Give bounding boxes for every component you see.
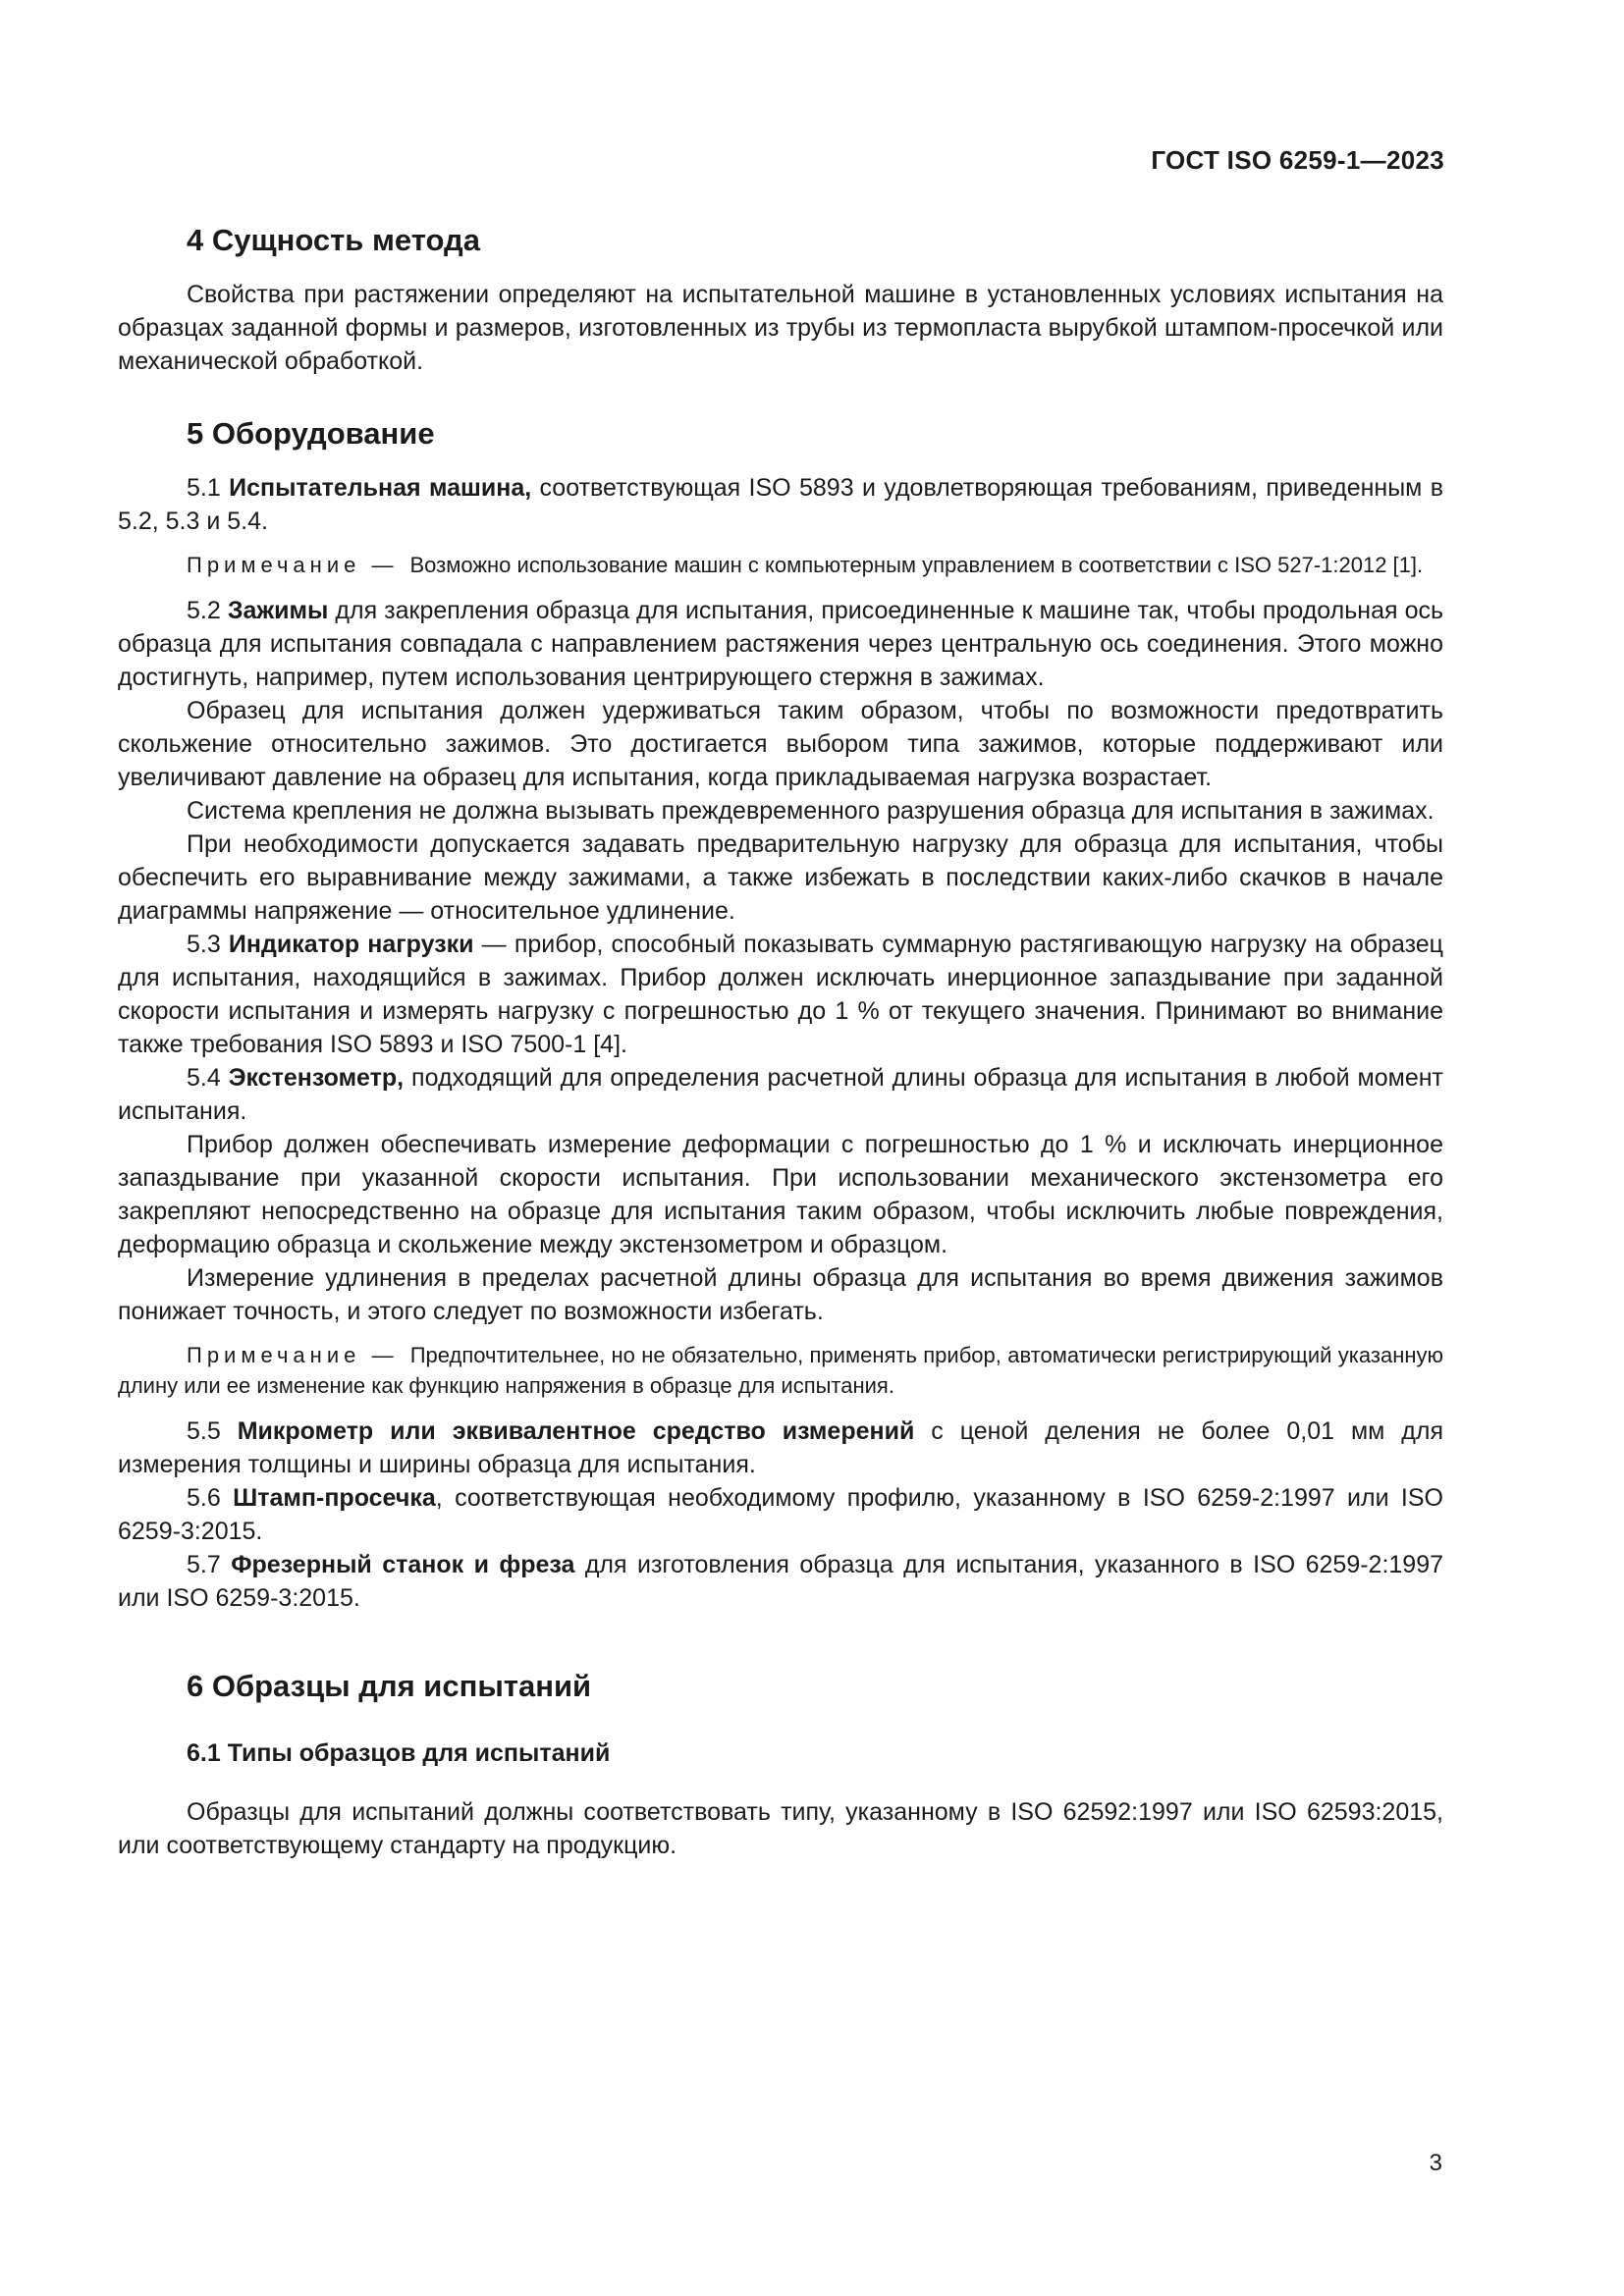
section-5 — [118, 415, 1443, 1615]
clause-5-4-paragraph-a: Прибор должен обеспечивать измерение деформации с погрешностью до 1 % и исключать инерционное запаздывание при указанной скорости испытания. При использовании механического экстензометра его закрепляют непосредственно на образце для испытания таким образом, чтобы исключить любые повреждения, деформацию образца и скольжение между экстензометром и образцом. — [118, 1131, 1443, 1259]
clause-term: Испытательная машина, — [229, 474, 532, 503]
subsection-6-1-title: 6.1 Типы образцов для испытаний — [187, 1738, 611, 1767]
note-label: Примечание — — [187, 1343, 399, 1368]
clause-term: Микрометр или эквивалентное средство измерений — [237, 1417, 915, 1446]
clause-text: подходящий для определения расчетной длины образца для испытания в любой момент испытания. — [118, 1064, 1443, 1126]
note-2 — [118, 1340, 1443, 1401]
document-code: ГОСТ ISO 6259-1—2023 — [1151, 145, 1444, 175]
clause-term: Индикатор нагрузки — [228, 931, 474, 959]
clause-number: 5.4 — [187, 1064, 229, 1093]
clause-text: для закрепления образца для испытания, присоединенные к машине так, чтобы продольная ось образца для испытания совпадала с направлением растяжения через центральную ось соединения. Этого можно достигнуть, например, путем использования центрирующего стержня в зажимах. — [118, 597, 1444, 692]
clause-number: 5.5 — [187, 1417, 238, 1446]
clause-term: Экстензометр, — [228, 1064, 405, 1093]
clause-5-4 — [118, 1061, 1443, 1128]
clause-5-2 — [118, 594, 1443, 694]
section-4-title: 4 Сущность метода — [187, 223, 480, 257]
clause-text: с ценой деления не более 0,01 мм для измерения толщины и ширины образца для испытания. — [118, 1417, 1444, 1479]
note-text: Предпочтительнее, но не обязательно, применять прибор, автоматически регистрирующий указанную длину или ее изменение как функцию напряжения в образце для испытания. — [118, 1343, 1444, 1399]
clause-5-3 — [118, 928, 1443, 1061]
document-body — [118, 222, 1443, 1862]
clause-5-2-paragraph-c: При необходимости допускается задавать предварительную нагрузку для образца для испытания, чтобы обеспечить его выравнивание между зажимами, а также избежать в последствии каких-либо скачков в начале диаграммы напряжение — относительное удлинение. — [118, 830, 1443, 926]
section-6-title: 6 Образцы для испытаний — [187, 1669, 592, 1704]
clause-number: 5.7 — [187, 1551, 232, 1579]
note-1 — [118, 550, 1443, 580]
clause-term: Зажимы — [227, 597, 329, 625]
section-6 — [118, 1668, 1443, 1861]
clause-5-4-paragraph-b: Измерение удлинения в пределах расчетной длины образца для испытания во время движения зажимов понижает точность, и этого следует по возможности избегать. — [118, 1264, 1443, 1326]
subsection-6-1-paragraph: Образцы для испытаний должны соответствовать типу, указанному в ISO 62592:1997 или ISO 62593:2015, или соответствующему стандарту на продукцию. — [118, 1797, 1443, 1859]
clause-number: 5.3 — [187, 931, 229, 959]
clause-5-1 — [118, 471, 1443, 538]
section-4 — [118, 222, 1443, 378]
clause-number: 5.2 — [187, 597, 228, 625]
clause-5-6 — [118, 1481, 1443, 1548]
page-number: 3 — [1429, 2150, 1442, 2176]
clause-text: для изготовления образца для испытания, указанного в ISO 6259-2:1997 или ISO 6259-3:2015. — [118, 1551, 1444, 1613]
clause-term: Штамп-просечка — [233, 1484, 436, 1513]
clause-text: соответствующая ISO 5893 и удовлетворяющая требованиям, приведенным в 5.2, 5.3 и 5.4. — [118, 474, 1444, 536]
section-5-title: 5 Оборудование — [187, 416, 435, 452]
clause-number: 5.6 — [187, 1484, 234, 1513]
clause-5-2-paragraph-a: Образец для испытания должен удерживаться таким образом, чтобы по возможности предотвратить скольжение относительно зажимов. Это достигается выбором типа зажимов, которые поддерживают или увеличивают давление на образец для испытания, когда прикладываемая нагрузка возрастает. — [118, 697, 1443, 792]
section-4-paragraph: Свойства при растяжении определяют на испытательной машине в установленных условиях испытания на образцах заданной формы и размеров, изготовленных из трубы из термопласта вырубкой штампом-просечкой или механической обработкой. — [118, 281, 1443, 376]
clause-text: , соответствующая необходимому профилю, указанному в ISO 6259-2:1997 или ISO 6259-3:2015. — [118, 1484, 1443, 1546]
clause-5-7 — [118, 1548, 1443, 1615]
clause-term: Фрезерный станок и фреза — [231, 1551, 575, 1579]
note-label: Примечание — — [187, 553, 399, 578]
note-text: Возможно использование машин с компьютерным управлением в соответствии с ISO 527-1:2012 [1]. — [409, 553, 1424, 578]
clause-text: — прибор, способный показывать суммарную растягивающую нагрузку на образец для испытания, находящийся в зажимах. Прибор должен исключать инерционное запаздывание при заданной скорости испытания и измерять нагрузку с погрешностью до 1 % от текущего значения. Принимают во внимание также требования ISO 5893 и ISO 7500-1 [4]. — [118, 931, 1443, 1059]
clause-5-5 — [118, 1415, 1443, 1481]
clause-number: 5.1 — [187, 474, 230, 503]
clause-5-2-paragraph-b: Система крепления не должна вызывать преждевременного разрушения образца для испытания в зажимах. — [187, 797, 1435, 826]
